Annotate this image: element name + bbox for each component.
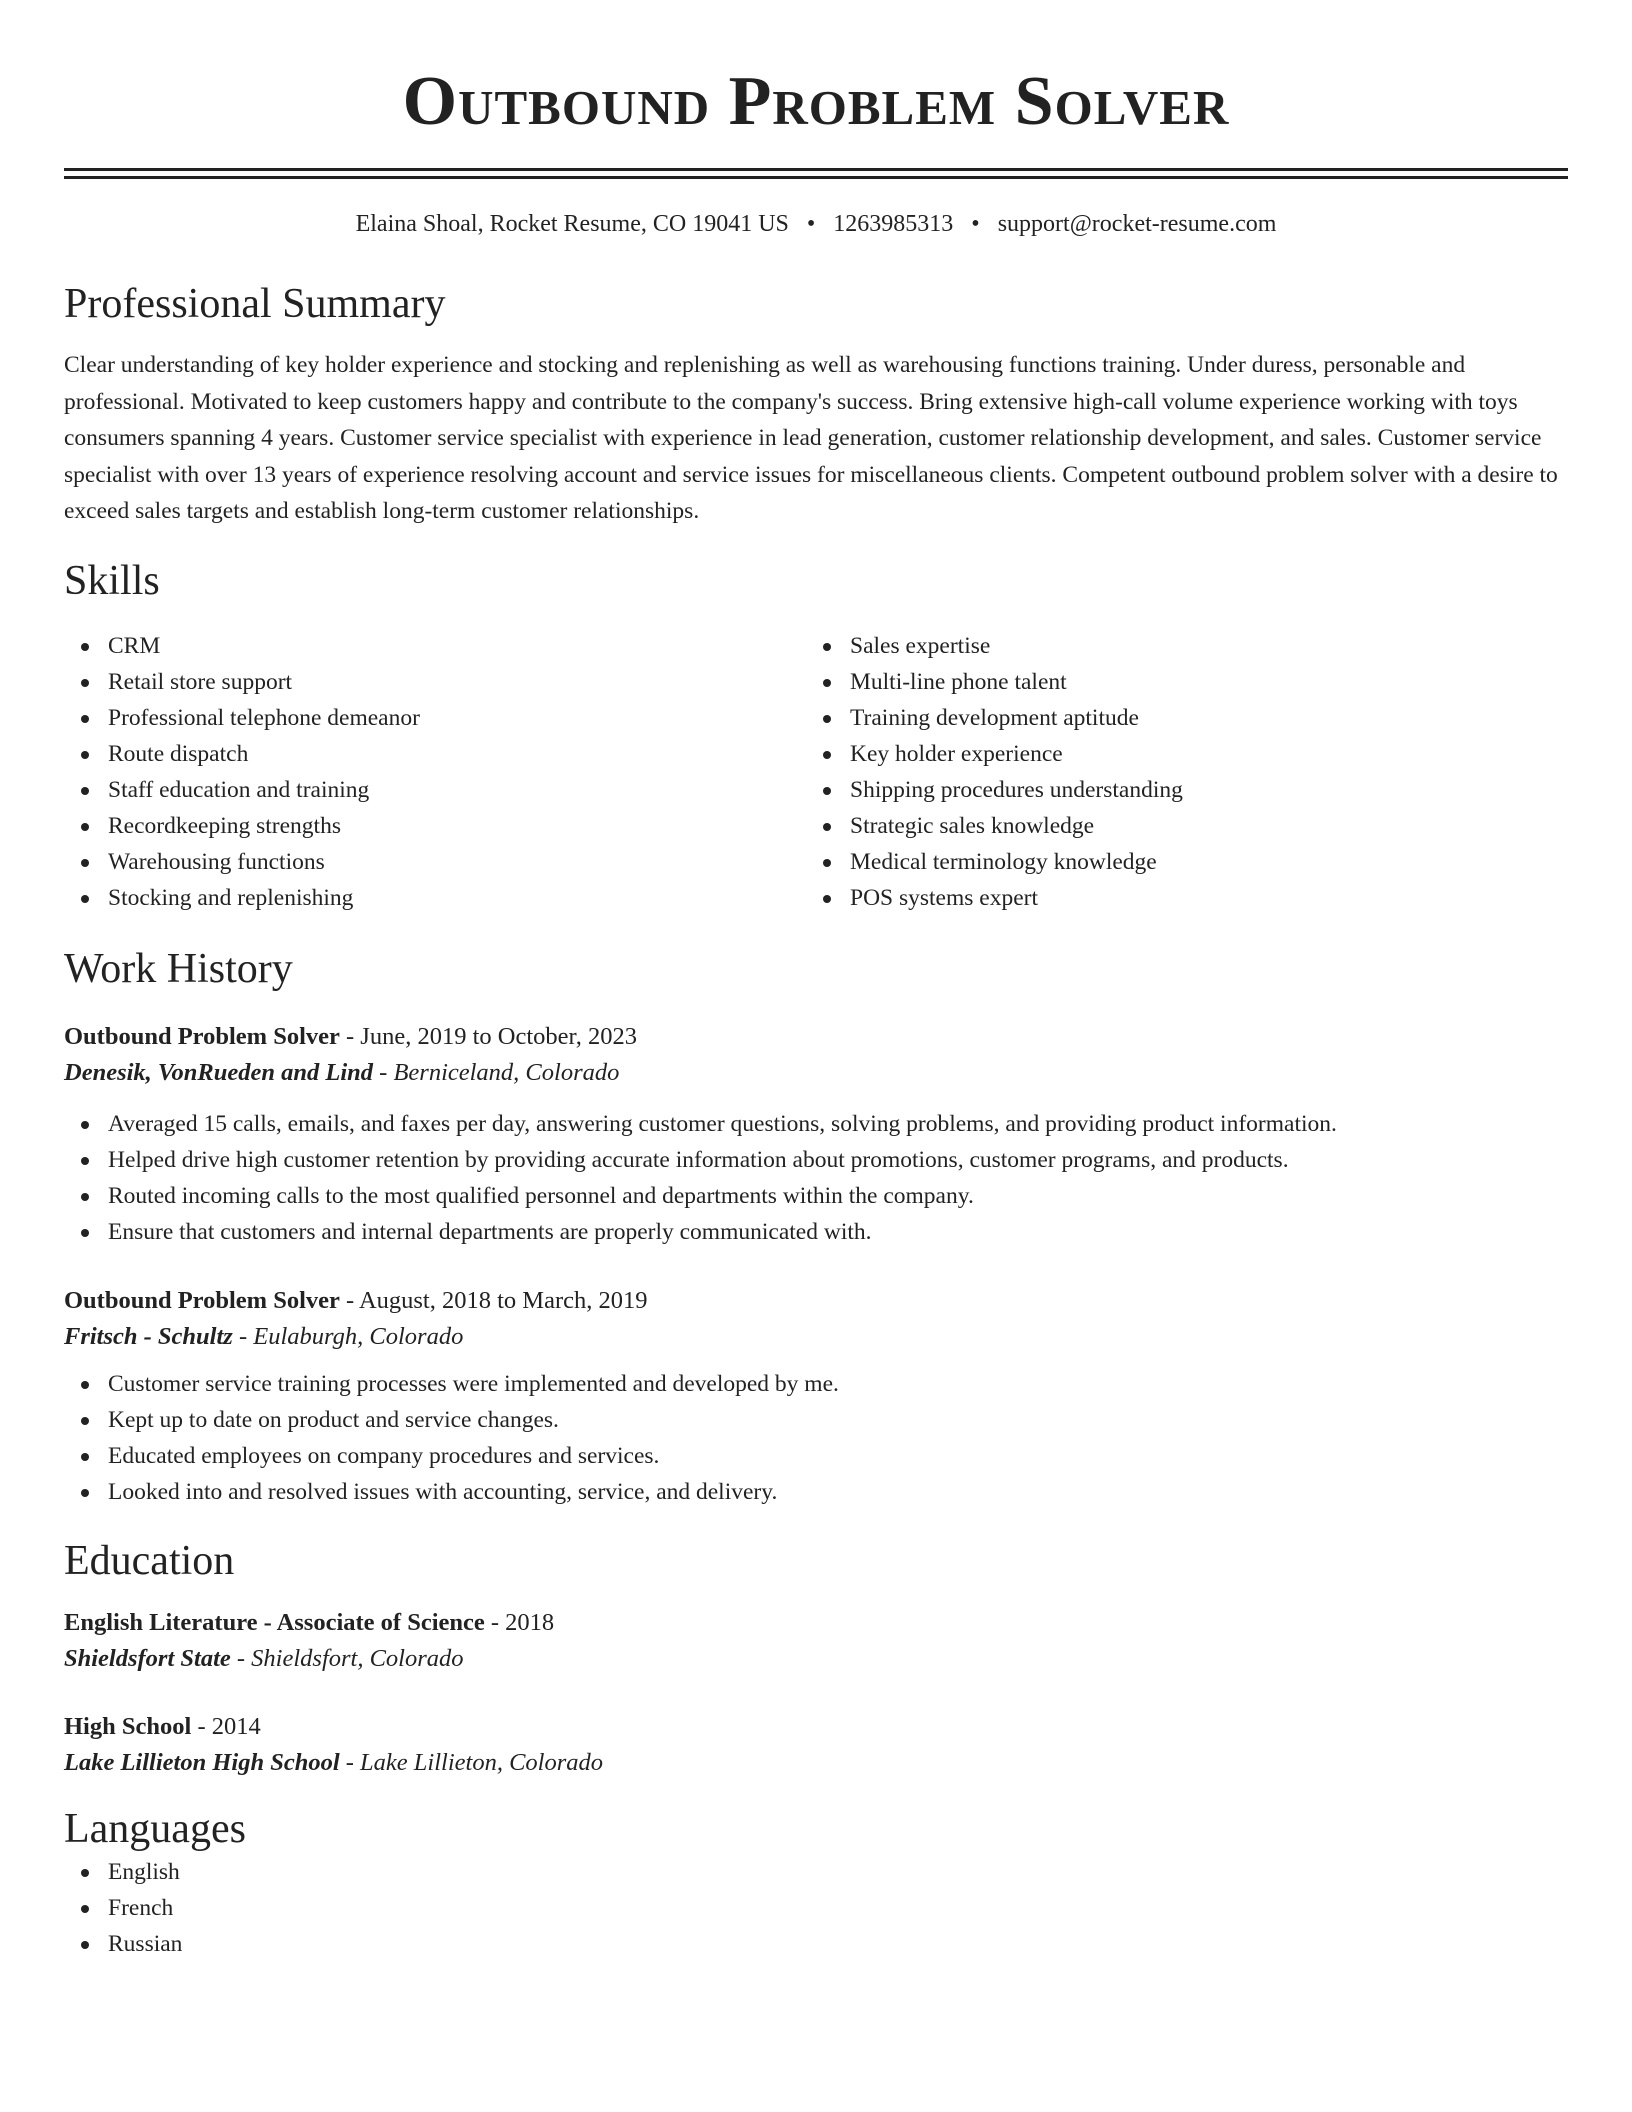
bullet-separator: • bbox=[806, 211, 816, 237]
skill-item: Strategic sales knowledge bbox=[806, 808, 1548, 844]
skill-item: CRM bbox=[64, 628, 806, 664]
job-entry bbox=[64, 1020, 1568, 1250]
job-duties-list bbox=[64, 1366, 1568, 1510]
degree-line bbox=[64, 1606, 1568, 1640]
company-location: - Berniceland, Colorado bbox=[373, 1058, 620, 1086]
skill-item: Training development aptitude bbox=[806, 700, 1548, 736]
company-location: - Eulaburgh, Colorado bbox=[232, 1322, 464, 1350]
school-location: - Shieldsfort, Colorado bbox=[230, 1644, 464, 1672]
job-duty: Routed incoming calls to the most qualified personnel and departments within the company. bbox=[64, 1178, 1568, 1214]
degree-year: - 2018 bbox=[484, 1608, 555, 1636]
rule-line bbox=[64, 168, 1568, 171]
job-duty: Educated employees on company procedures and services. bbox=[64, 1438, 1568, 1474]
contact-address: Elaina Shoal, Rocket Resume, CO 19041 US bbox=[355, 211, 789, 237]
work-history-heading: Work History bbox=[64, 945, 293, 992]
company-line bbox=[64, 1054, 1568, 1092]
skill-item: Warehousing functions bbox=[64, 844, 806, 880]
skill-item: Stocking and replenishing bbox=[64, 880, 806, 916]
rule-line bbox=[64, 176, 1568, 179]
job-duty: Customer service training processes were implemented and developed by me. bbox=[64, 1366, 1568, 1402]
summary-text: Clear understanding of key holder experience and stocking and replenishing as well as warehousing functions training. Under duress, personable and professional. Motivated to keep customers happy and contribute to the company's success. Bring extensive high-call volume experience working with toys consumers spanning 4 years. Customer service specialist with experience in lead generation, customer relationship development, and sales. Customer service specialist with over 13 years of experience resolving account and service issues for miscellaneous clients. Competent outbound problem solver with a desire to exceed sales targets and establish long-term customer relationships. bbox=[64, 352, 1558, 524]
education-entry bbox=[64, 1606, 1568, 1678]
school-location: - Lake Lillieton, Colorado bbox=[339, 1748, 604, 1776]
job-duty: Ensure that customers and internal departments are properly communicated with. bbox=[64, 1214, 1568, 1250]
job-duty: Kept up to date on product and service changes. bbox=[64, 1402, 1568, 1438]
job-dates: - June, 2019 to October, 2023 bbox=[339, 1022, 637, 1050]
skill-item: Retail store support bbox=[64, 664, 806, 700]
resume-title: Outbound Problem Solver bbox=[402, 63, 1230, 140]
job-duty: Helped drive high customer retention by providing accurate information about promotions, customer programs, and products. bbox=[64, 1142, 1568, 1178]
job-title: Outbound Problem Solver bbox=[64, 1286, 340, 1314]
company-line bbox=[64, 1318, 1568, 1356]
school-name: Shieldsfort State bbox=[64, 1644, 231, 1672]
job-duties-list bbox=[64, 1106, 1568, 1250]
degree-year: - 2014 bbox=[191, 1712, 261, 1740]
skill-item: Multi-line phone talent bbox=[806, 664, 1548, 700]
job-entry bbox=[64, 1284, 1568, 1510]
job-duty: Looked into and resolved issues with accounting, service, and delivery. bbox=[64, 1474, 1568, 1510]
skill-item: Medical terminology knowledge bbox=[806, 844, 1548, 880]
contact-phone: 1263985313 bbox=[833, 211, 954, 237]
job-title: Outbound Problem Solver bbox=[64, 1022, 340, 1050]
language-item: English bbox=[64, 1854, 1568, 1890]
skill-item: Route dispatch bbox=[64, 736, 806, 772]
company-name: Denesik, VonRueden and Lind bbox=[64, 1058, 374, 1086]
skills-column-left bbox=[64, 628, 806, 916]
skill-item: Shipping procedures understanding bbox=[806, 772, 1548, 808]
skill-item: Sales expertise bbox=[806, 628, 1548, 664]
school-line bbox=[64, 1640, 1568, 1678]
company-name: Fritsch - Schultz bbox=[64, 1322, 233, 1350]
skills-heading: Skills bbox=[64, 557, 160, 604]
skill-item: Professional telephone demeanor bbox=[64, 700, 806, 736]
school-name: Lake Lillieton High School bbox=[64, 1748, 340, 1776]
contact-line bbox=[64, 209, 1568, 239]
skill-item: Staff education and training bbox=[64, 772, 806, 808]
language-item: French bbox=[64, 1890, 1568, 1926]
degree-name: English Literature - Associate of Science bbox=[64, 1608, 485, 1636]
education-heading: Education bbox=[64, 1537, 235, 1584]
job-duty: Averaged 15 calls, emails, and faxes per day, answering customer questions, solving problems, and providing product information. bbox=[64, 1106, 1568, 1142]
bullet-separator: • bbox=[971, 211, 980, 237]
title-double-rule bbox=[64, 168, 1568, 179]
degree-line bbox=[64, 1710, 1568, 1744]
summary-heading: Professional Summary bbox=[64, 281, 446, 327]
language-item: Russian bbox=[64, 1926, 1568, 1962]
skills-list bbox=[64, 628, 1568, 916]
contact-email: support@rocket-resume.com bbox=[997, 211, 1277, 237]
skill-item: Recordkeeping strengths bbox=[64, 808, 806, 844]
job-dates: - August, 2018 to March, 2019 bbox=[339, 1286, 648, 1314]
education-entry bbox=[64, 1710, 1568, 1782]
job-title-line bbox=[64, 1020, 1568, 1054]
school-line bbox=[64, 1744, 1568, 1782]
skill-item: Key holder experience bbox=[806, 736, 1548, 772]
languages-heading: Languages bbox=[64, 1805, 246, 1852]
languages-list bbox=[64, 1854, 1568, 1962]
job-title-line bbox=[64, 1284, 1568, 1318]
skills-column-right bbox=[806, 628, 1548, 916]
degree-name: High School bbox=[64, 1712, 192, 1740]
skill-item: POS systems expert bbox=[806, 880, 1548, 916]
